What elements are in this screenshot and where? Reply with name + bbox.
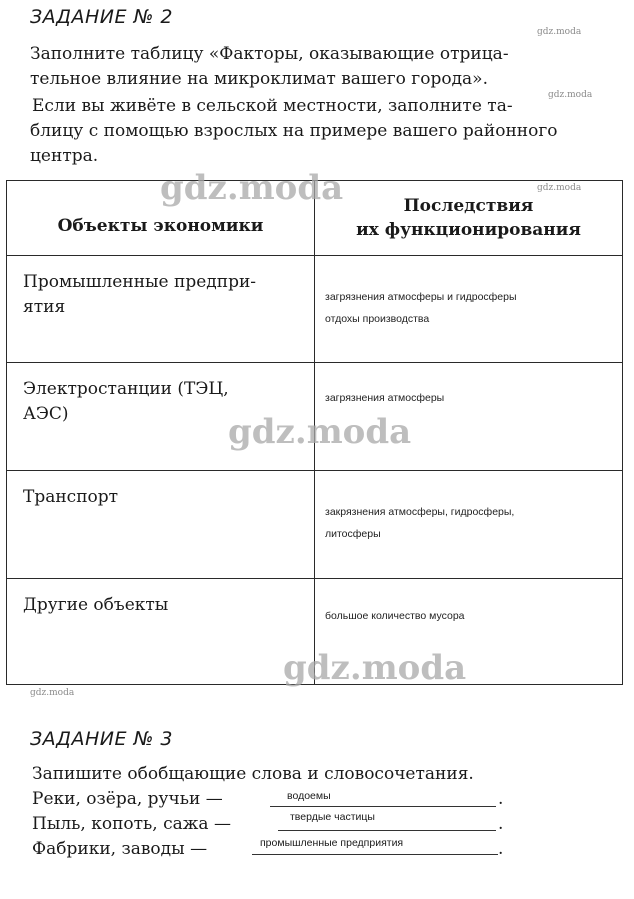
task2-p1-line2: тельное влияние на микроклимат вашего города». — [30, 69, 488, 89]
answer-cell — [315, 471, 623, 579]
task3-instruction: Запишите обобщающие слова и словосочетания. — [32, 764, 474, 784]
task3-item-prompt: Фабрики, заводы — — [32, 839, 208, 859]
task3-item-end: . — [498, 789, 504, 809]
task2-p1-line1: Заполните таблицу «Факторы, оказывающие отрица- — [30, 44, 509, 64]
header-consequences: Последствия их функционирования — [315, 181, 623, 256]
handwritten-answer: отдохы производства — [325, 313, 430, 325]
watermark-small: gdz.moda — [30, 688, 75, 698]
handwritten-answer: промышленные предприятия — [260, 837, 404, 849]
table-row — [7, 471, 623, 579]
object-cell: Транспорт — [7, 471, 315, 579]
watermark-small: gdz.moda — [537, 27, 582, 37]
task3-item-end: . — [498, 814, 504, 834]
task2-paragraph-2 — [30, 94, 558, 169]
handwritten-answer: литосферы — [325, 528, 381, 540]
object-cell: Промышленные предпри- ятия — [7, 256, 315, 363]
object-cell: Другие объекты — [7, 579, 315, 685]
watermark-small: gdz.moda — [537, 183, 582, 193]
task3-title: ЗАДАНИЕ № 3 — [30, 728, 173, 750]
table-row — [7, 256, 623, 363]
answer-line — [270, 806, 496, 807]
watermark-big: gdz.moda — [228, 412, 412, 452]
answer-line — [278, 830, 496, 831]
task3-item-prompt: Реки, озёра, ручьи — — [32, 789, 223, 809]
task2-p2-line1: Если вы живёте в сельской местности, заполните та- — [32, 96, 513, 116]
watermark-big: gdz.moda — [160, 168, 344, 208]
handwritten-answer: загрязнения атмосферы и гидросферы — [325, 291, 517, 303]
task3-item-end: . — [498, 839, 504, 859]
handwritten-answer: закрязнения атмосферы, гидросферы, — [325, 506, 515, 518]
handwritten-answer: водоемы — [287, 790, 331, 802]
answer-cell — [315, 256, 623, 363]
watermark-small: gdz.moda — [548, 90, 593, 100]
object-cell: Электростанции (ТЭЦ, АЭС) — [7, 363, 315, 471]
header-objects: Объекты экономики — [7, 181, 315, 256]
task2-paragraph-1 — [30, 42, 509, 92]
answer-line — [252, 854, 498, 855]
handwritten-answer: большое количество мусора — [325, 610, 465, 622]
task2-p2-line3: центра. — [30, 146, 99, 166]
task3-item-prompt: Пыль, копоть, сажа — — [32, 814, 231, 834]
task2-title: ЗАДАНИЕ № 2 — [30, 6, 173, 28]
task2-p2-line2: блицу с помощью взрослых на примере вашего районного — [30, 121, 558, 141]
handwritten-answer: загрязнения атмосферы — [325, 392, 445, 404]
watermark-big: gdz.moda — [283, 648, 467, 688]
handwritten-answer: твердые частицы — [290, 811, 375, 823]
